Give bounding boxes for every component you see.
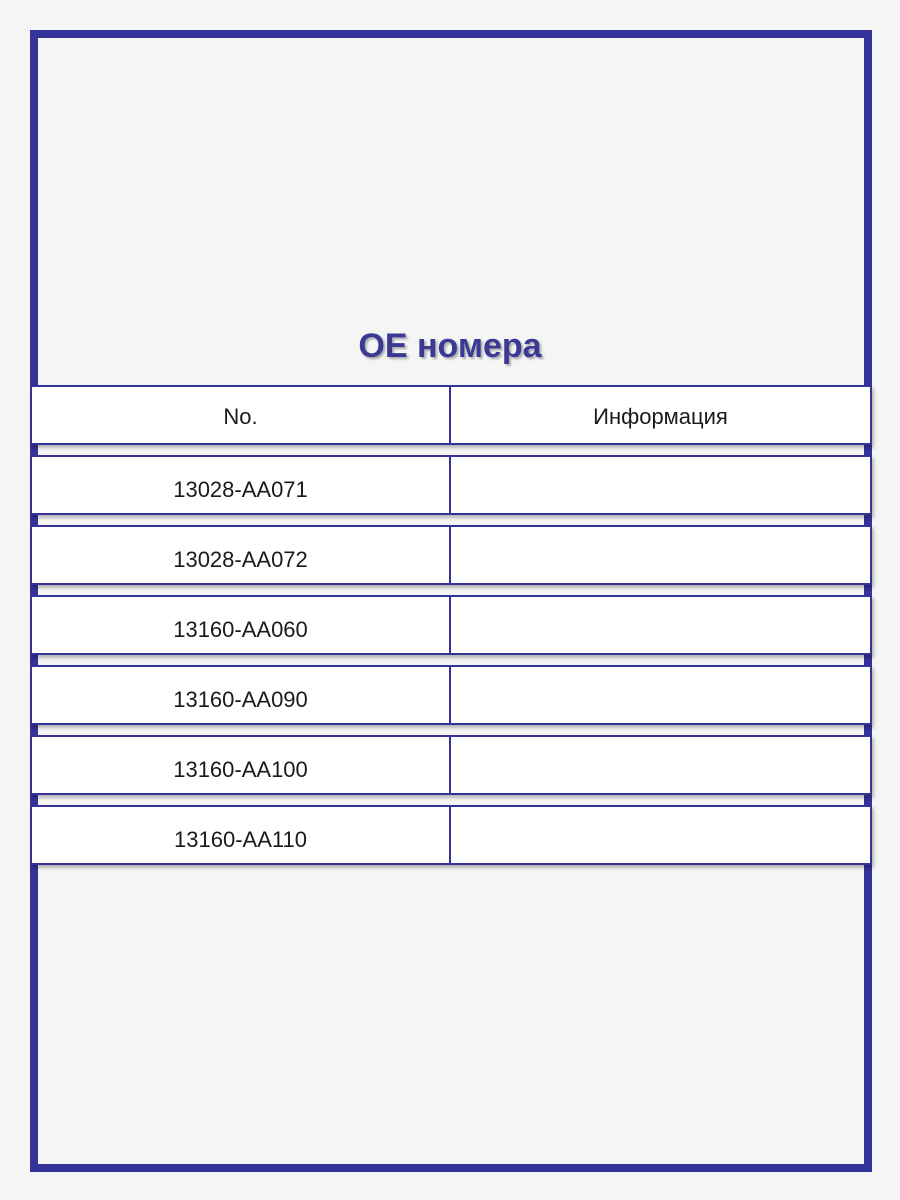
info-cell [451,457,870,513]
table-header-row [30,385,872,445]
table-row [30,525,872,585]
column-header-info: Информация [593,404,728,429]
table-row [30,805,872,865]
table-row [30,665,872,725]
info-cell [451,527,870,583]
table-row [30,735,872,795]
part-number-cell: 13028-AA071 [32,457,451,513]
table-row [30,595,872,655]
part-number-cell: 13028-AA072 [32,527,451,583]
info-cell [451,807,870,863]
info-cell [451,597,870,653]
table-row [30,455,872,515]
info-cell [451,737,870,793]
part-number-cell: 13160-AA090 [32,667,451,723]
info-cell [451,667,870,723]
part-number-cell: 13160-AA110 [32,807,451,863]
part-number-cell: 13160-AA060 [32,597,451,653]
part-number-cell: 13160-AA100 [32,737,451,793]
column-header-no: No. [32,387,451,443]
page-title: OE номера [358,327,542,365]
